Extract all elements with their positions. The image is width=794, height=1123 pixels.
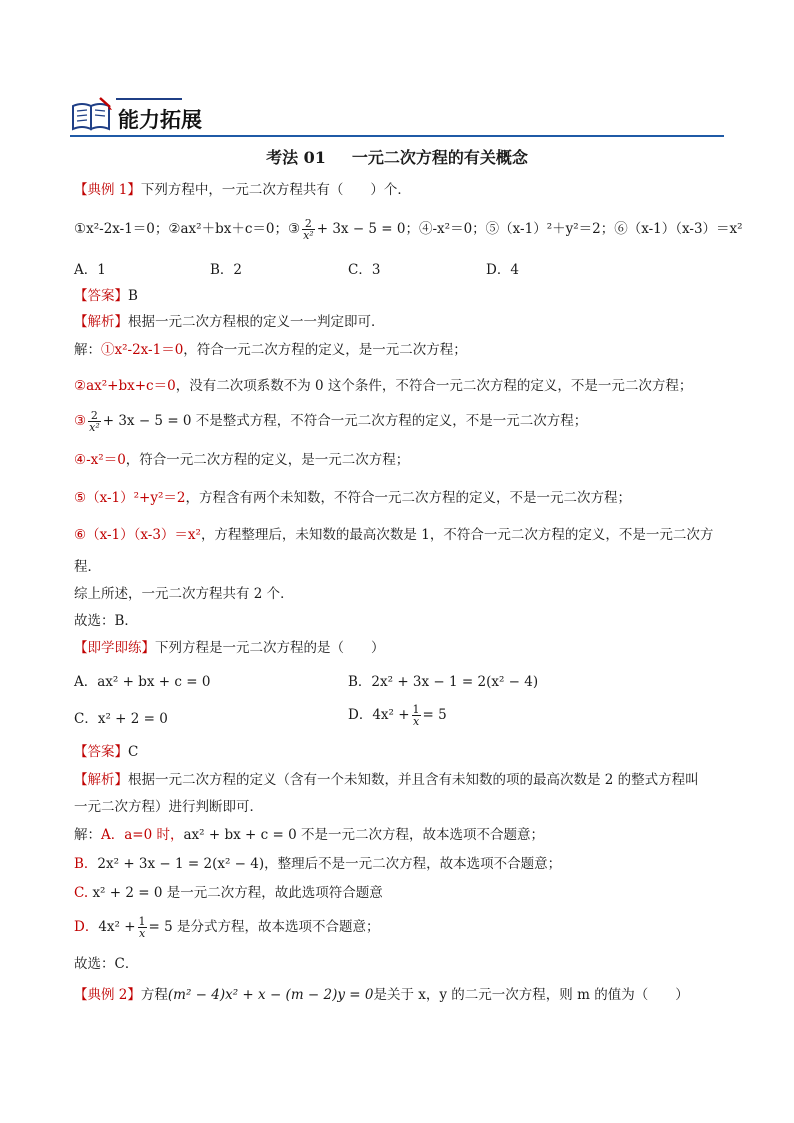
- method-label: 考法 01: [266, 148, 326, 167]
- solution-prefix: 解：: [74, 342, 101, 358]
- section-header: [70, 96, 724, 140]
- example2-question: [74, 985, 734, 1005]
- solution-equation: ④-x²＝0: [74, 452, 126, 468]
- solution-prefix: 解：: [74, 827, 101, 843]
- option-d: D．4: [486, 262, 519, 278]
- question-text: 下列方程是一元二次方程的是（ ）: [155, 640, 385, 656]
- solution-equation: ⑤（x-1）²+y²＝2: [74, 490, 186, 506]
- equations-part-a: ①x²-2x-1＝0；②ax²＋bx＋c＝0；③: [74, 221, 301, 237]
- solution-text: ，方程整理后，未知数的最高次数是 1，不符合一元二次方程的定义，不是一元二次方: [200, 527, 714, 543]
- solution-equation: ②ax²+bx+c＝0: [74, 378, 176, 394]
- solution-label: D．: [74, 919, 99, 935]
- solution-equation: ⑥（x-1）（x-3）＝x²: [74, 527, 201, 543]
- example1-equations: [74, 217, 743, 242]
- practice-analysis: [74, 770, 734, 790]
- option-b: B．2: [210, 262, 243, 278]
- header-rule: [70, 135, 724, 137]
- solution-line-4: [74, 450, 734, 470]
- analysis-text: 根据一元二次方程根的定义一一判定即可．: [128, 314, 385, 330]
- solution-label: C.: [74, 885, 89, 901]
- answer-tag: 【答案】: [74, 744, 128, 760]
- solution-line-3: [74, 410, 734, 433]
- option-a: A．1: [74, 262, 106, 278]
- solution-label: B．: [74, 856, 98, 872]
- solution-line-6: [74, 525, 734, 545]
- fraction-2-over-x2: [302, 218, 315, 241]
- header-accent-line: [116, 98, 182, 100]
- open-book-icon: [70, 96, 114, 134]
- solution-text: 2x² + 3x − 1 = 2(x² − 4)，整理后不是一元二次方程，故本选项不合题意；: [97, 856, 562, 872]
- solution-line-2: [74, 376, 734, 396]
- fraction-denominator: x: [138, 927, 146, 940]
- solution-text: = 5 是分式方程，故本选项不合题意；: [148, 919, 380, 935]
- example1-analysis: [74, 312, 734, 332]
- fraction-2-over-x2: [88, 410, 101, 433]
- solution-text: x² + 2 = 0 是一元二次方程，故此选项符合题意: [92, 885, 383, 901]
- fraction-numerator: 2: [88, 410, 101, 422]
- answer-value: C: [128, 744, 139, 760]
- fraction-1-over-x: [412, 704, 421, 727]
- solution-text: ，方程含有两个未知数，不符合一元二次方程的定义，不是一元二次方程；: [185, 490, 631, 506]
- practice-option-d: [348, 703, 447, 727]
- question-text: 是关于 x，y 的二元一次方程，则 m 的值为（ ）: [373, 987, 689, 1003]
- practice-tag: 【即学即练】: [74, 640, 155, 656]
- option-text: D．4x² +: [348, 707, 410, 723]
- choose-line: 故选：B．: [74, 613, 138, 629]
- section-title: 能力拓展: [118, 108, 202, 132]
- practice-solution-c: [74, 883, 734, 903]
- example1-question: [74, 180, 734, 200]
- practice-answer: [74, 742, 734, 762]
- solution-text: ，符合一元二次方程的定义，是一元二次方程；: [125, 452, 410, 468]
- practice-option-c: C．x² + 2 = 0: [74, 711, 168, 727]
- practice-option-b: B．2x² + 3x − 1 = 2(x² − 4): [348, 674, 539, 690]
- solution-text: ax² + bx + c = 0 不是一元二次方程，故本选项不合题意；: [183, 827, 544, 843]
- analysis-text: 根据一元二次方程的定义（含有一个未知数，并且含有未知数的项的最高次数是 2 的整式方程叫: [128, 772, 699, 788]
- option-text: = 5: [422, 707, 447, 723]
- practice-solution-b: [74, 854, 734, 874]
- practice-solution-d: [74, 916, 734, 939]
- fraction-denominator: x: [412, 715, 420, 728]
- solution-text: ，符合一元二次方程的定义，是一元二次方程；: [183, 342, 467, 358]
- analysis-tag: 【解析】: [74, 772, 128, 788]
- practice-solution-a: [74, 825, 734, 845]
- method-title: [0, 148, 794, 168]
- analysis-tag: 【解析】: [74, 314, 128, 330]
- solution-text: 4x² +: [98, 919, 136, 935]
- question-text: 下列方程中，一元二次方程共有（ ）个．: [140, 182, 411, 198]
- question-text: 方程: [140, 987, 168, 1003]
- solution-text: ，没有二次项系数不为 0 这个条件，不符合一元二次方程的定义，不是一元二次方程；: [175, 378, 693, 394]
- solution-equation: ①x²-2x-1＝0: [101, 342, 184, 358]
- practice-choose-line: 故选：C．: [74, 956, 139, 972]
- fraction-1-over-x: [138, 916, 147, 939]
- fraction-denominator: x²: [303, 229, 314, 242]
- solution-equation: ③: [74, 413, 87, 429]
- method-name: 一元二次方程的有关概念: [351, 148, 528, 167]
- fraction-numerator: 2: [302, 218, 315, 230]
- question-equation: (m² − 4)x² + x − (m − 2)y = 0: [167, 987, 374, 1003]
- solution-line-5: [74, 488, 734, 508]
- fraction-denominator: x²: [89, 421, 100, 434]
- practice-option-a: A．ax² + bx + c = 0: [74, 674, 211, 690]
- answer-value: B: [128, 288, 138, 304]
- example1-answer: [74, 286, 734, 306]
- solution-label: A．a=0 时，: [101, 827, 184, 843]
- example-tag: 【典例 2】: [74, 987, 141, 1003]
- answer-tag: 【答案】: [74, 288, 128, 304]
- equations-part-b: + 3x − 5 = 0；④-x²＝0；⑤（x-1）²＋y²＝2；⑥（x-1）（x-3）＝x²: [316, 221, 743, 237]
- fraction-numerator: 1: [138, 915, 146, 928]
- summary-line: 综上所述，一元二次方程共有 2 个．: [74, 586, 294, 602]
- practice-analysis-cont: 一元二次方程）进行判断即可．: [74, 799, 263, 815]
- example-tag: 【典例 1】: [74, 182, 141, 198]
- solution-text: + 3x − 5 = 0 不是整式方程，不符合一元二次方程的定义，不是一元二次方程；: [102, 413, 588, 429]
- option-c: C．3: [348, 262, 381, 278]
- fraction-numerator: 1: [412, 703, 420, 716]
- solution-line-6-cont: 程．: [74, 559, 101, 575]
- practice-question: [74, 638, 734, 658]
- solution-line-1: [74, 340, 734, 360]
